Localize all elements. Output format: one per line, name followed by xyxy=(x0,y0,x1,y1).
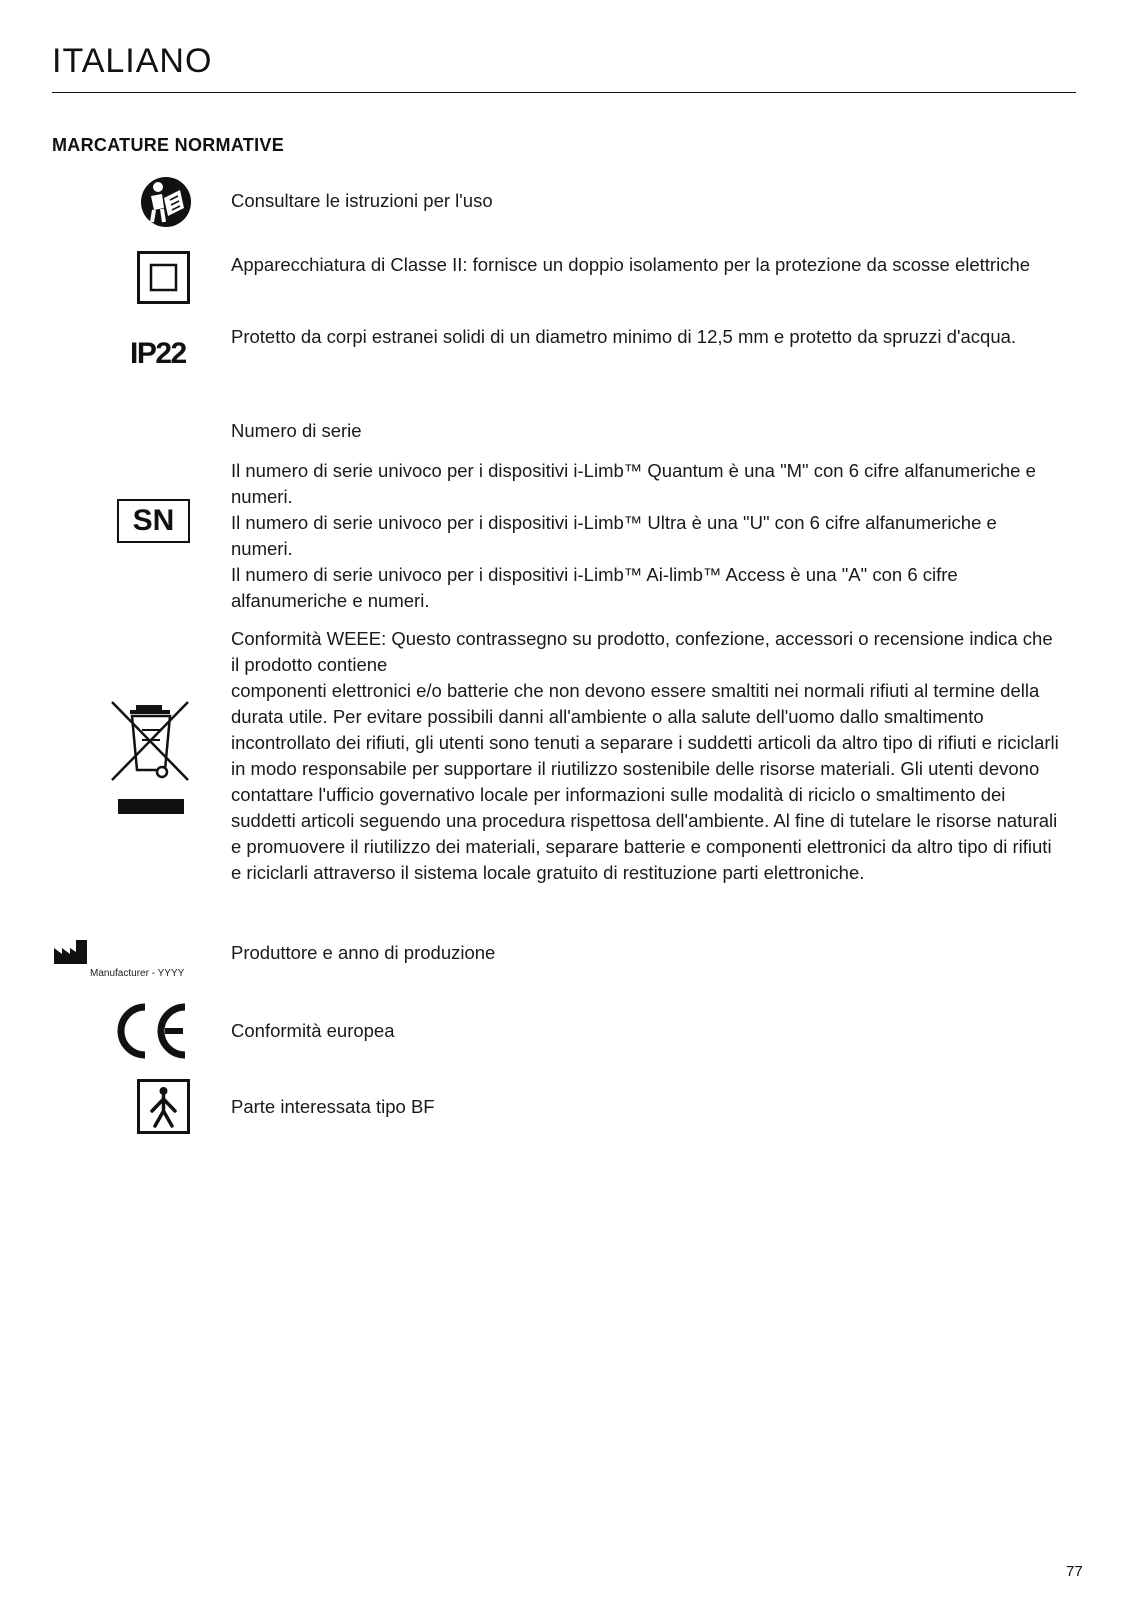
ce-text: Conformità europea xyxy=(231,1020,395,1041)
title-divider xyxy=(52,92,1076,93)
class-ii-double-square-icon xyxy=(137,251,190,304)
serial-line-ultra: Il numero di serie univoco per i dispositivi i-Limb™ Ultra è una "U" con 6 cifre alfanumeriche e numeri. xyxy=(231,512,997,559)
weee-description xyxy=(231,626,1061,886)
type-bf-text: Parte interessata tipo BF xyxy=(231,1096,435,1117)
weee-line-1: Conformità WEEE: Questo contrassegno su prodotto, confezione, accessori o recensione indica che il prodotto contiene xyxy=(231,628,1053,675)
crossed-bin-icon xyxy=(108,700,194,816)
serial-number-description xyxy=(231,458,1061,614)
factory-icon xyxy=(54,940,87,964)
consult-instructions-text: Consultare le istruzioni per l'uso xyxy=(231,190,493,211)
manufacturer-text: Produttore e anno di produzione xyxy=(231,942,496,963)
serial-line-quantum: Il numero di serie univoco per i dispositivi i-Limb™ Quantum è una "M" con 6 cifre alfanumeriche e numeri. xyxy=(231,460,1036,507)
ip22-text: Protetto da corpi estranei solidi di un diametro minimo di 12,5 mm e protetto da spruzzi d'acqua. xyxy=(231,326,1017,347)
ip22-label: IP22 xyxy=(130,337,186,370)
page-title: ITALIANO xyxy=(52,42,213,80)
serial-number-label: SN xyxy=(117,499,190,543)
type-bf-body-icon xyxy=(137,1079,190,1134)
class-ii-text: Apparecchiatura di Classe II: fornisce un doppio isolamento per la protezione da scosse elettriche xyxy=(231,254,1031,275)
weee-line-2: componenti elettronici e/o batterie che non devono essere smaltiti nei normali rifiuti al termine della durata utile. Per evitare possibili danni all'ambiente o alla salute dell'uomo dallo smaltimento incontrollato dei rifiuti, gli utenti sono tenuti a separare i suddetti articoli da altro tipo di rifiuti e riciclarli in modo responsabile per supportare il riutilizzo sostenibile delle risorse materiali. Gli utenti devono contattare l'ufficio governativo locale per informazioni sulle modalità di riciclo o smaltimento dei suddetti articoli seguendo una procedura rispettosa dell'ambiente. Al fine di tutelare le risorse naturali e promuovere il riutilizzo dei materiali, separare batterie e componenti elettronici da altro tipo di rifiuti e riciclarli attraverso il sistema locale gratuito di restituzione parti elettroniche. xyxy=(231,680,1059,883)
serial-number-title: Numero di serie xyxy=(231,420,362,441)
consult-instructions-icon xyxy=(140,176,192,228)
section-heading: MARCATURE NORMATIVE xyxy=(52,135,285,155)
ce-mark-icon xyxy=(113,1003,191,1059)
page-number: 77 xyxy=(1066,1563,1083,1580)
manufacturer-label: Manufacturer - YYYY xyxy=(90,968,185,979)
serial-line-access: Il numero di serie univoco per i dispositivi i-Limb™ Ai-limb™ Access è una "A" con 6 cifre alfanumeriche e numeri. xyxy=(231,564,958,611)
